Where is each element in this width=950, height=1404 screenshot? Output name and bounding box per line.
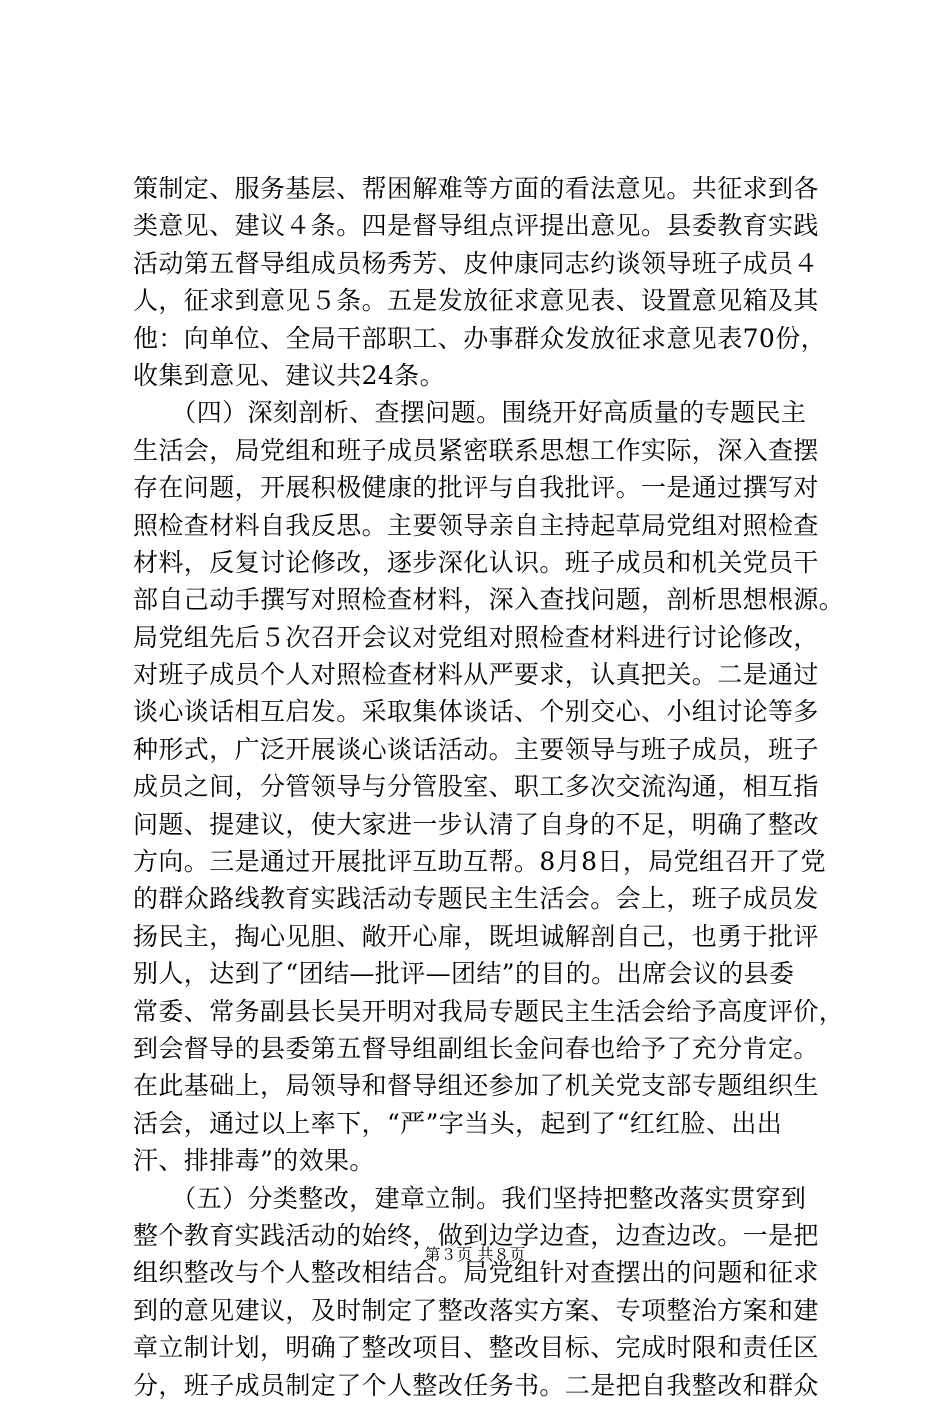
text-line: 到的意见建议，及时制定了整改落实方案、专项整治方案和建 [133, 1295, 819, 1325]
text-line: 对班子成员个人对照检查材料从严要求，认真把关。二是通过 [133, 660, 819, 690]
text-line: 分，班子成员制定了个人整改任务书。二是把自我整改和群众 [133, 1370, 819, 1400]
text-line: 材料，反复讨论修改，逐步深化认识。班子成员和机关党员干 [133, 547, 819, 577]
text-line: 活动第五督导组成员杨秀芳、皮仲康同志约谈领导班子成员４ [133, 248, 819, 278]
page-footer [0, 1245, 950, 1265]
text-line: 常委、常务副县长吴开明对我局专题民主生活会给予高度评价， [133, 996, 845, 1026]
text-line: 类意见、建议４条。四是督导组点评提出意见。县委教育实践 [133, 211, 819, 241]
text-line: 活会，通过以上率下，“严”字当头，起到了“红红脸、出出 [133, 1108, 783, 1138]
text-line: 别人，达到了“团结—批评—团结”的目的。出席会议的县委 [133, 959, 795, 989]
text-line: 到会督导的县委第五督导组副组长金问春也给予了充分肯定。 [133, 1033, 819, 1063]
body-text [133, 170, 845, 1404]
text-line: 章立制计划，明确了整改项目、整改目标、完成时限和责任区 [133, 1333, 819, 1363]
text-line: 策制定、服务基层、帮困解难等方面的看法意见。共征求到各 [133, 174, 819, 203]
text-line: 整个教育实践活动的始终，做到边学边查，边查边改。一是把 [133, 1220, 819, 1250]
text-line: 照检查材料自我反思。主要领导亲自主持起草局党组对照检查 [133, 510, 819, 540]
page-number-label: 第３页 共８页 [424, 1245, 526, 1264]
text-line: 汗、排排毒”的效果。 [133, 1146, 375, 1176]
text-line: 存在问题，开展积极健康的批评与自我批评。一是通过撰写对 [133, 473, 819, 503]
text-line: 的群众路线教育实践活动专题民主生活会。会上，班子成员发 [133, 884, 819, 914]
text-line: 局党组先后５次召开会议对党组对照检查材料进行讨论修改， [133, 622, 819, 652]
text-line: 生活会，局党组和班子成员紧密联系思想工作实际，深入查摆 [133, 435, 819, 465]
text-line: 扬民主，掏心见胆、敞开心扉，既坦诚解剖自己，也勇于批评 [133, 921, 819, 951]
text-line: （五）分类整改，建章立制。我们坚持把整改落实贯穿到 [133, 1183, 807, 1213]
text-line: 人，征求到意见５条。五是发放征求意见表、设置意见箱及其 [133, 286, 819, 316]
text-line: 成员之间，分管领导与分管股室、职工多次交流沟通，相互指 [133, 772, 819, 802]
text-line: 收集到意见、建议共24条。 [133, 360, 446, 390]
text-line: 他：向单位、全局干部职工、办事群众发放征求意见表70份， [133, 323, 827, 353]
text-line: 方向。三是通过开展批评互助互帮。8月8日，局党组召开了党 [133, 847, 827, 877]
text-line: 在此基础上，局领导和督导组还参加了机关党支部专题组织生 [133, 1071, 819, 1101]
text-line: 问题、提建议，使大家进一步认清了自身的不足，明确了整改 [133, 809, 819, 839]
text-line: 组织整改与个人整改相结合。局党组针对查摆出的问题和征求 [133, 1258, 819, 1288]
text-line: （四）深刻剖析、查摆问题。围绕开好高质量的专题民主 [133, 398, 807, 428]
text-line: 种形式，广泛开展谈心谈话活动。主要领导与班子成员，班子 [133, 734, 819, 764]
text-line: 谈心谈话相互启发。采取集体谈话、个别交心、小组讨论等多 [133, 697, 819, 727]
text-line: 部自己动手撰写对照检查材料，深入查找问题，剖析思想根源。 [133, 585, 845, 615]
